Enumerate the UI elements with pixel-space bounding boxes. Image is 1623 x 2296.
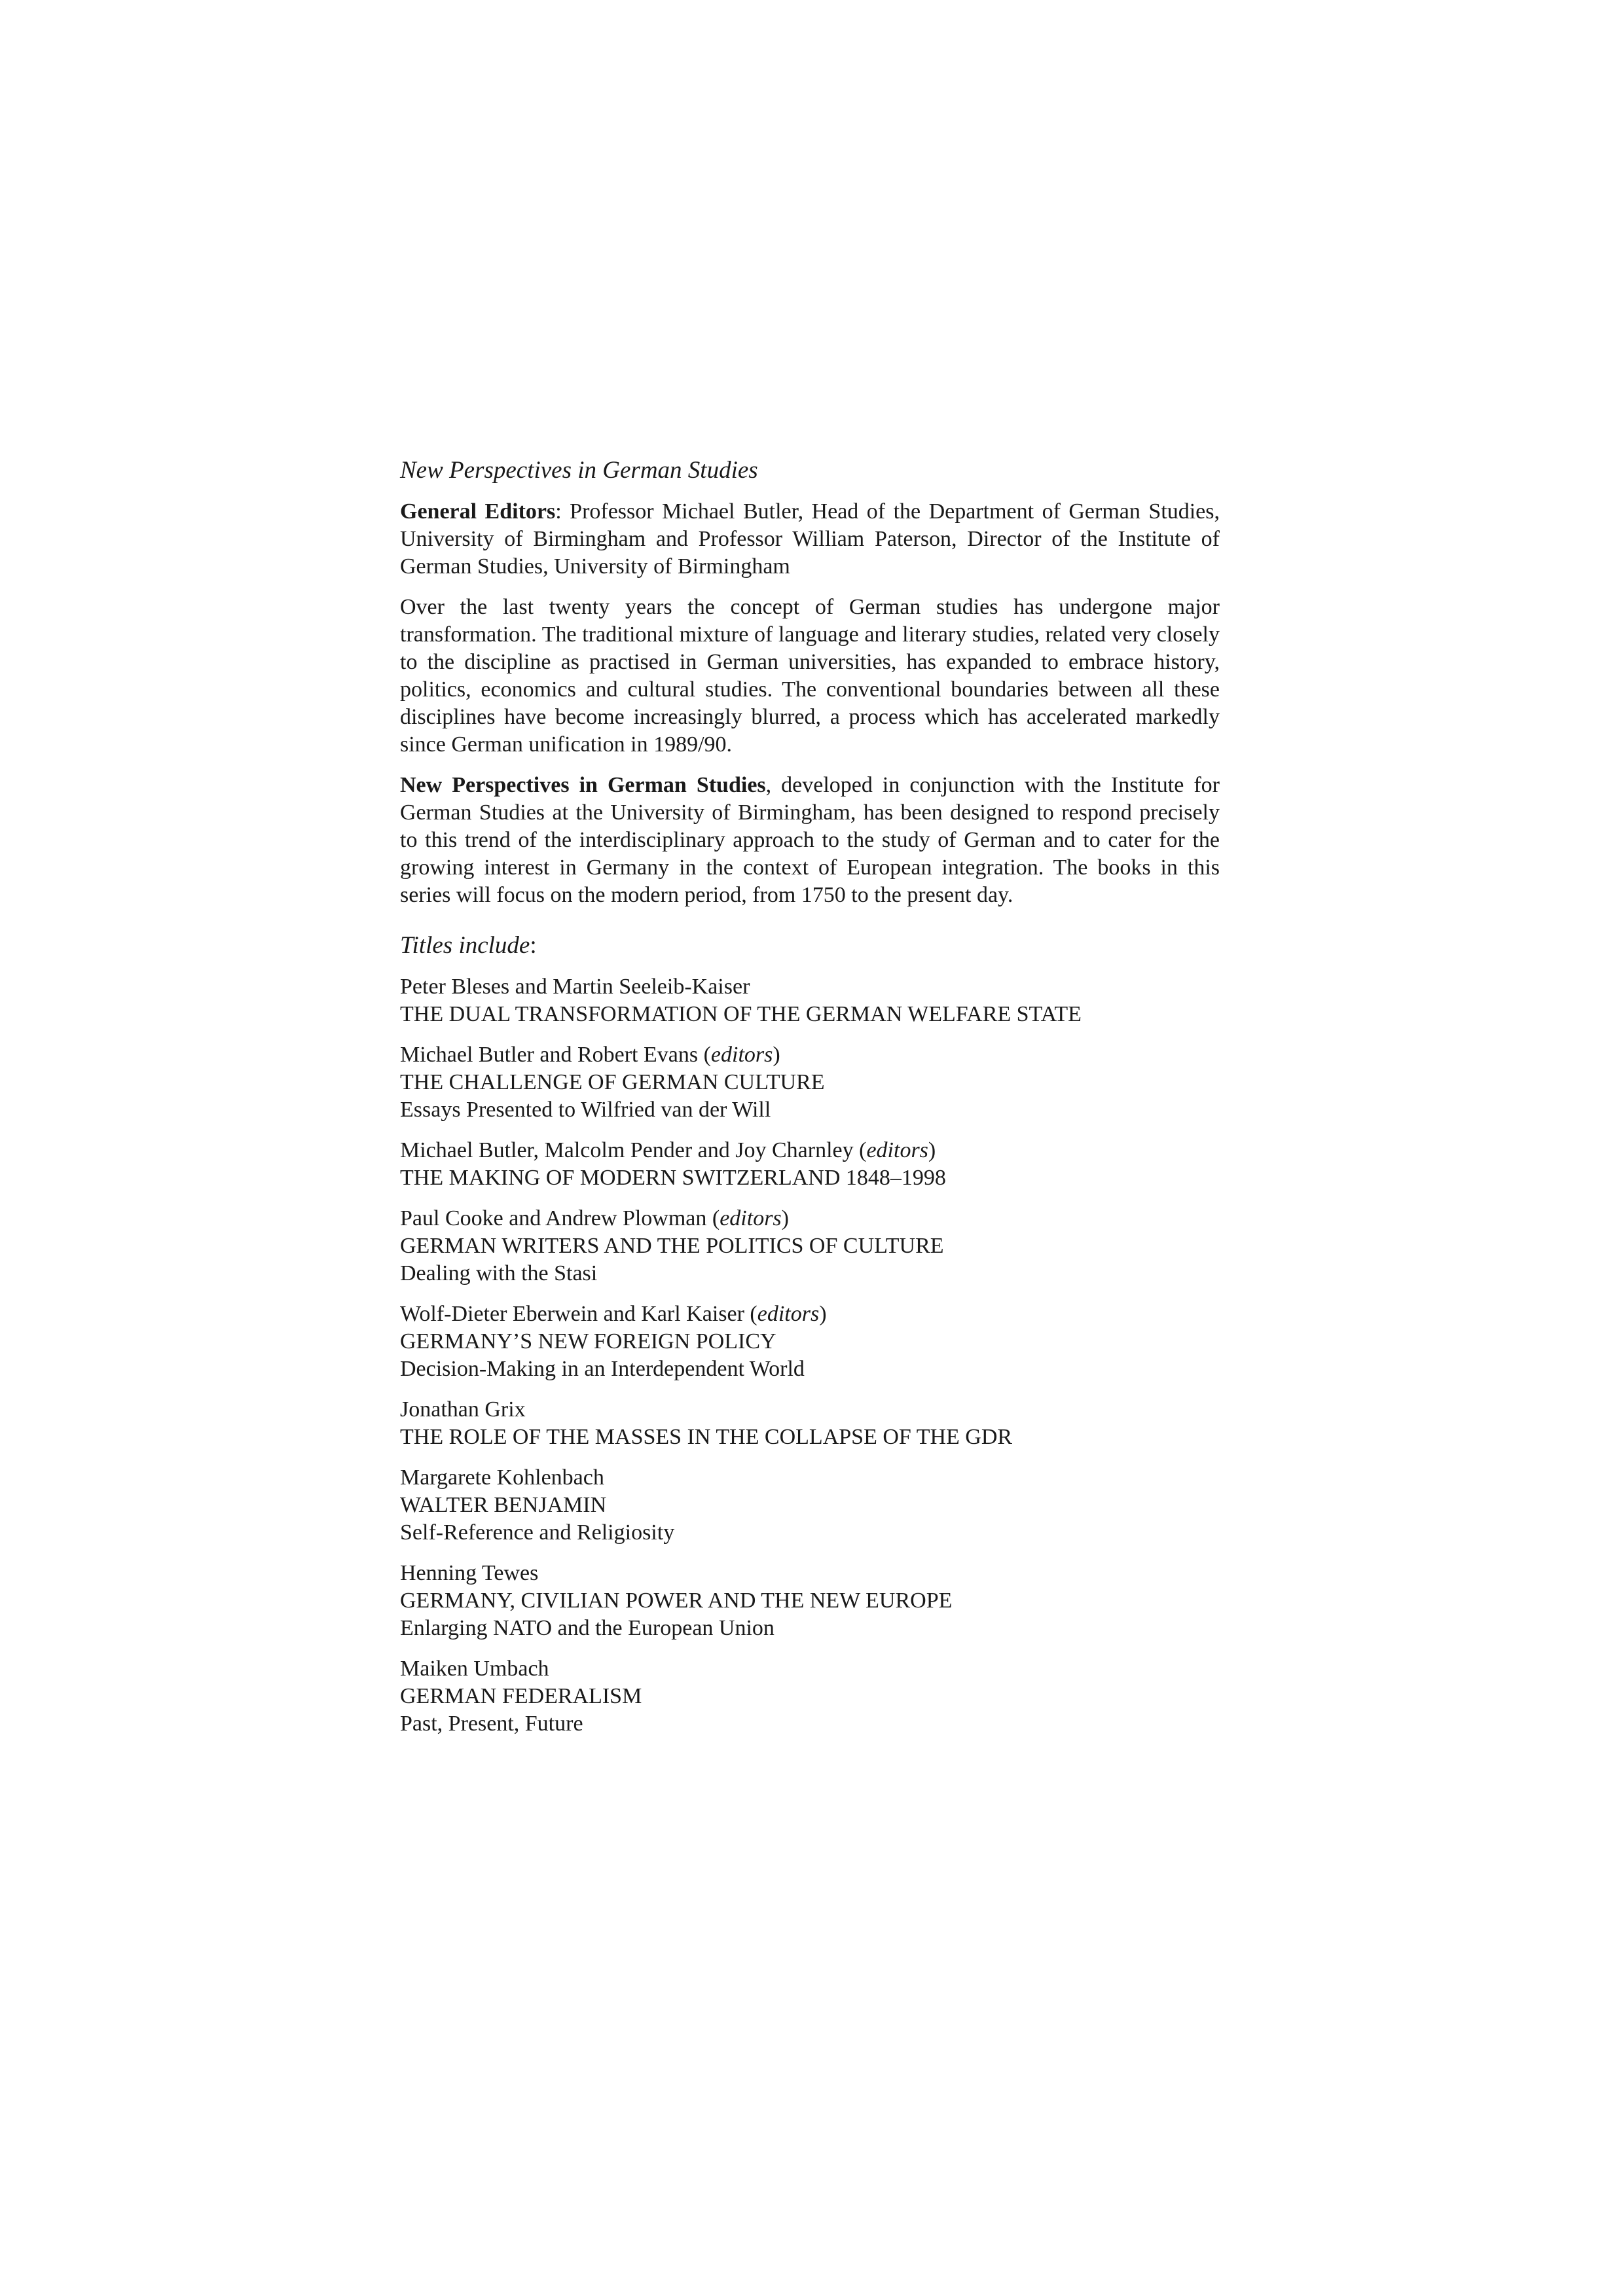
entry-role-close: ) [781, 1206, 789, 1230]
entry-title: GERMANY’S NEW FOREIGN POLICY [400, 1329, 776, 1354]
entry-authors: Paul Cooke and Andrew Plowman ( [400, 1206, 720, 1230]
entry-title: THE MAKING OF MODERN SWITZERLAND 1848–1998 [400, 1166, 946, 1190]
entry-role-close: ) [773, 1043, 780, 1067]
entry-subtitle: Past, Present, Future [400, 1712, 583, 1736]
entry-role-close: ) [928, 1138, 936, 1162]
list-item [400, 1560, 1220, 1642]
series-intro-paragraph: Over the last twenty years the concept of German studies has undergone major transformation. The traditional mixture of language and literary studies, related very closely to the discipline as practised in German universities, has expanded to embrace history, politics, economics and cultural studies. The conventional boundaries between all these disciplines have become increasingly blurred, a process which has accelerated markedly since German unification in 1989/90. [400, 595, 1220, 757]
list-item [400, 973, 1220, 1028]
series-description-text: , developed in conjunction with the Institute for German Studies at the University of Birmingham, has been designed to respond precisely to this trend of the interdisciplinary approach to the study of German and to cater for the growing interest in Germany in the context of European integration. The books in this series will focus on the modern period, from 1750 to the present day. [400, 773, 1220, 907]
entry-authors: Michael Butler, Malcolm Pender and Joy Charnley ( [400, 1138, 867, 1162]
entry-role: editors [866, 1138, 928, 1162]
general-editors-label: General Editors [400, 499, 556, 524]
entry-title: GERMAN FEDERALISM [400, 1684, 642, 1708]
entry-authors-line [400, 1205, 1220, 1232]
entry-title: WALTER BENJAMIN [400, 1493, 607, 1517]
titles-heading-colon: : [530, 932, 537, 959]
entry-title: THE ROLE OF THE MASSES IN THE COLLAPSE OF THE GDR [400, 1425, 1013, 1449]
entry-title: THE DUAL TRANSFORMATION OF THE GERMAN WELFARE STATE [400, 1002, 1082, 1026]
general-editors-paragraph [400, 498, 1220, 581]
entry-authors-line [400, 1041, 1220, 1069]
entry-subtitle: Essays Presented to Wilfried van der Will [400, 1098, 771, 1122]
entry-authors: Peter Bleses and Martin Seeleib-Kaiser [400, 975, 750, 999]
entry-authors-line [400, 1300, 1220, 1328]
entry-authors: Jonathan Grix [400, 1397, 526, 1422]
entry-subtitle: Dealing with the Stasi [400, 1261, 598, 1285]
titles-heading-text: Titles include [400, 932, 530, 959]
series-page [400, 456, 1220, 1751]
entry-authors: Michael Butler and Robert Evans ( [400, 1043, 711, 1067]
list-item [400, 1137, 1220, 1192]
list-item [400, 1041, 1220, 1124]
series-description-paragraph [400, 772, 1220, 909]
general-editors-text: : Professor Michael Butler, Head of the Department of German Studies, University of Birmingham and Professor William Paterson, Director of the Institute of German Studies, University of Birmingham [400, 499, 1220, 579]
entry-subtitle: Decision-Making in an Interdependent World [400, 1357, 805, 1381]
list-item [400, 1205, 1220, 1287]
entry-role-close: ) [819, 1302, 827, 1326]
entry-authors-line [400, 1137, 1220, 1164]
entry-authors: Maiken Umbach [400, 1657, 549, 1681]
list-item [400, 1396, 1220, 1451]
series-name-bold: New Perspectives in German Studies [400, 773, 766, 797]
entry-role: editors [720, 1206, 782, 1230]
list-item [400, 1300, 1220, 1383]
entry-role: editors [757, 1302, 820, 1326]
entry-title: GERMANY, CIVILIAN POWER AND THE NEW EUROPE [400, 1588, 953, 1613]
entry-authors: Margarete Kohlenbach [400, 1465, 604, 1490]
entry-role: editors [710, 1043, 773, 1067]
entry-authors: Wolf-Dieter Eberwein and Karl Kaiser ( [400, 1302, 757, 1326]
list-item [400, 1464, 1220, 1547]
entry-subtitle: Self-Reference and Religiosity [400, 1520, 675, 1545]
entry-title: THE CHALLENGE OF GERMAN CULTURE [400, 1070, 825, 1094]
entry-authors: Henning Tewes [400, 1561, 539, 1585]
entry-title: GERMAN WRITERS AND THE POLITICS OF CULTURE [400, 1234, 944, 1258]
titles-list [400, 973, 1220, 1738]
titles-heading [400, 931, 1220, 960]
series-title: New Perspectives in German Studies [400, 457, 758, 484]
list-item [400, 1655, 1220, 1738]
entry-subtitle: Enlarging NATO and the European Union [400, 1616, 775, 1640]
